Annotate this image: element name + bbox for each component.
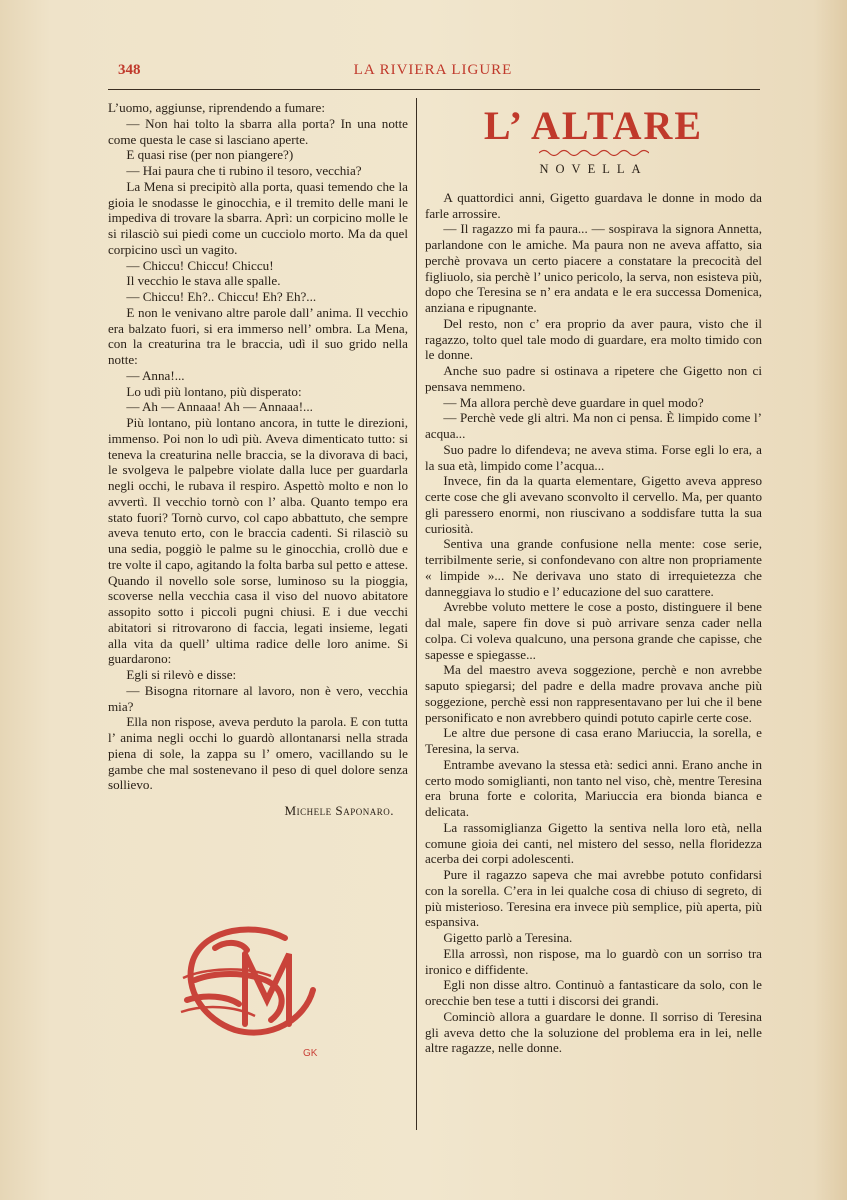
header-rule (108, 89, 760, 90)
paragraph: — Hai paura che ti rubino il tesoro, vecchia? (126, 163, 362, 178)
paragraph: — Non hai tolto la sbarra alla porta? In una notte come questa le case si lasciano aperte. (108, 115, 408, 147)
paragraph: E non le venivano altre parole dall’ anima. Il vecchio era balzato fuori, si era immerso nell’ ombra. La Mena, con la creaturina tra le braccia, udì il suo grido nella notte: (108, 304, 408, 367)
paragraph: Invece, fin da la quarta elementare, Gigetto aveva appreso certe cose che gli avevano sconvolto il cervello. Ma, per quanto gli paressero enormi, non riuscivano a soddisfare tutta la sua curiosità. (425, 473, 762, 536)
paragraph: E quasi rise (per non piangere?) (126, 147, 294, 163)
author-signature: Michele Saponaro. (284, 803, 394, 818)
paragraph: La Mena si precipitò alla porta, quasi temendo che la gioia le snodasse le ginocchia, e il tremito delle mani le impediva di trovare la sbarra. Aprì: un corpicino molle le si rilasciò sui piedi come un cucciolo morto. Ma da quel corpicino uscì un vagito. (108, 178, 408, 257)
page-header (108, 58, 758, 86)
story-subtitle: NOVELLA (539, 162, 648, 176)
story-title: L’ ALTARE (483, 103, 704, 148)
paragraph: A quattordici anni, Gigetto guardava le donne in modo da farle arrossire. (425, 189, 762, 221)
right-column (425, 104, 762, 1056)
paragraph: Le altre due persone di casa erano Mariuccia, la sorella, e Teresina, la serva. (425, 725, 762, 756)
left-column (108, 100, 408, 819)
paragraph: — Anna!... (126, 367, 185, 383)
paragraph: — Bisogna ritornare al lavoro, non è vero, vecchia mia? (108, 682, 408, 714)
paragraph: Ella non rispose, aveva perduto la parola. E con tutta l’ anima negli occhi lo guardò allontanarsi nella strada piena di sole, la zappa su l’ omero, vacillando su le gambe che mal sostenevano il peso di quel dolore senza sollievo. (108, 714, 408, 793)
paragraph: Sentiva una grande confusione nella mente: cose serie, terribilmente serie, si confondevano con altre non propriamente « limpide »... Ne derivava uno stato di irrequietezza che danneggiava lo studio e l’ educazione del suo carattere. (425, 536, 762, 599)
paragraph: Lo udì più lontano, più disperato: (126, 383, 302, 399)
paragraph: — Chiccu! Eh?.. Chiccu! Eh? Eh?... (126, 289, 317, 304)
paragraph: L’uomo, aggiunse, riprendendo a fumare: (108, 100, 325, 115)
monogram-initials: GK (303, 1048, 318, 1059)
paragraph: Pure il ragazzo sapeva che mai avrebbe potuto confidarsi con la sorella. C’era in lei qualche cosa di chiuso di segreto, di più misterioso. Teresina era invece più semplice, più aperta, più espansiva. (425, 867, 762, 930)
column-divider (416, 98, 417, 1130)
paragraph: Anche suo padre si ostinava a ripetere che Gigetto non ci pensava nemmeno. (425, 363, 762, 394)
paragraph: Più lontano, più lontano ancora, in tutte le direzioni, immenso. Poi non lo udì più. Aveva dimenticato tutto: si teneva la creaturina nelle braccia, se la divorava di baci, le svolgeva le palpebre violate dalla luce per guardarla negli occhi, le rubava il respiro. Aspettò molto e non lo avvertì. Il vecchio tornò con l’ alba. Quanto tempo era stato fuori? Tornò curvo, col capo abbattuto, che sempre aveva tenuto erto, con le braccia cadenti. Si rilasciò su una sedia, poggiò le palme su le ginocchia, crollò due e tre volte il capo, agitando la folta barba sul petto e attese. Quando il novello sole sorse, luminoso su la pioggia, scoverse nella vecchia casa il viso del nuovo abitatore assopito sotto i piccoli pugni chiusi. E i due vecchi abitatori si ritrovarono di faccia, legati insieme, legati alla vita da quell’ ultima radice delle loro anime. Si guardarono: (108, 415, 408, 667)
paragraph: Entrambe avevano la stessa età: sedici anni. Erano anche in certo modo somiglianti, non tanto nel viso, chè, mentre Teresina era bruna forte e colorita, Mariuccia era bionda bianca e delicata. (425, 756, 762, 819)
paragraph: — Ah — Annaaa! Ah — Annaaa!... (126, 399, 313, 415)
running-title: LA RIVIERA LIGURE (353, 62, 513, 78)
paragraph: — Ma allora perchè deve guardare in quel modo? (443, 394, 704, 410)
paragraph: Del resto, non c’ era proprio da aver paura, visto che il ragazzo, tolto quel tale modo di guardare, era molto timido con le donne. (425, 315, 762, 363)
paragraph: Ella arrossì, non rispose, ma lo guardò con un sorriso tra ironico e diffidente. (425, 945, 762, 977)
paragraph: Cominciò allora a guardare le donne. Il sorriso di Teresina gli aveva detto che la soluzione del problema era in lei, nelle altre ragazze, nelle donne. (425, 1008, 762, 1056)
paragraph: Ma del maestro aveva soggezione, perchè e non avrebbe saputo spiegarsi; del padre e della madre provava anche più soggezione, perchè essi non rappresentavano per lui che il bene personificato e non avrebbero quindi potuto capirle certe cose. (425, 662, 762, 725)
paragraph: — Chiccu! Chiccu! Chiccu! (126, 257, 274, 273)
paragraph: Avrebbe voluto mettere le cose a posto, distinguere il bene dal male, sapere fin dove si può arrivare senza cader nella colpa. Ci voleva qualcuno, una persona grande che capisse, che sapesse e spiegasse... (425, 599, 762, 662)
paragraph: — Il ragazzo mi fa paura... — sospirava la signora Annetta, parlandone con le amiche. Ma paura non ne aveva affatto, sia perchè provava un certo piacere a constatare la precocità del figliuolo, sia perchè l’ unico pericolo, la serva, non esisteva più, dopo che Teresina se n’ era andata e le era successa Domenica, anziana e ripugnante. (425, 221, 762, 315)
paragraph: Egli non disse altro. Continuò a fantasticare da solo, con le orecchie ben tese a tutti i discorsi dei grandi. (425, 977, 762, 1008)
paragraph: Il vecchio le stava alle spalle. (126, 273, 281, 289)
paragraph: La rassomiglianza Gigetto la sentiva nella loro età, nella comune gioia dei canti, nel mistero del sesso, nella floridezza acerba dei corpi adolescenti. (425, 819, 762, 867)
paragraph: — Perchè vede gli altri. Ma non ci pensa. È limpido come l’ acqua... (425, 410, 762, 441)
page-number: 348 (118, 62, 141, 78)
title-ornament (539, 148, 649, 158)
monogram-logo (175, 920, 325, 1060)
paragraph: Suo padre lo difendeva; ne aveva stima. Forse egli lo era, a la sua età, limpido come l’acqua... (425, 441, 762, 473)
paragraph: Gigetto parlò a Teresina. (443, 930, 573, 945)
paragraph: Egli si rilevò e disse: (126, 667, 237, 682)
